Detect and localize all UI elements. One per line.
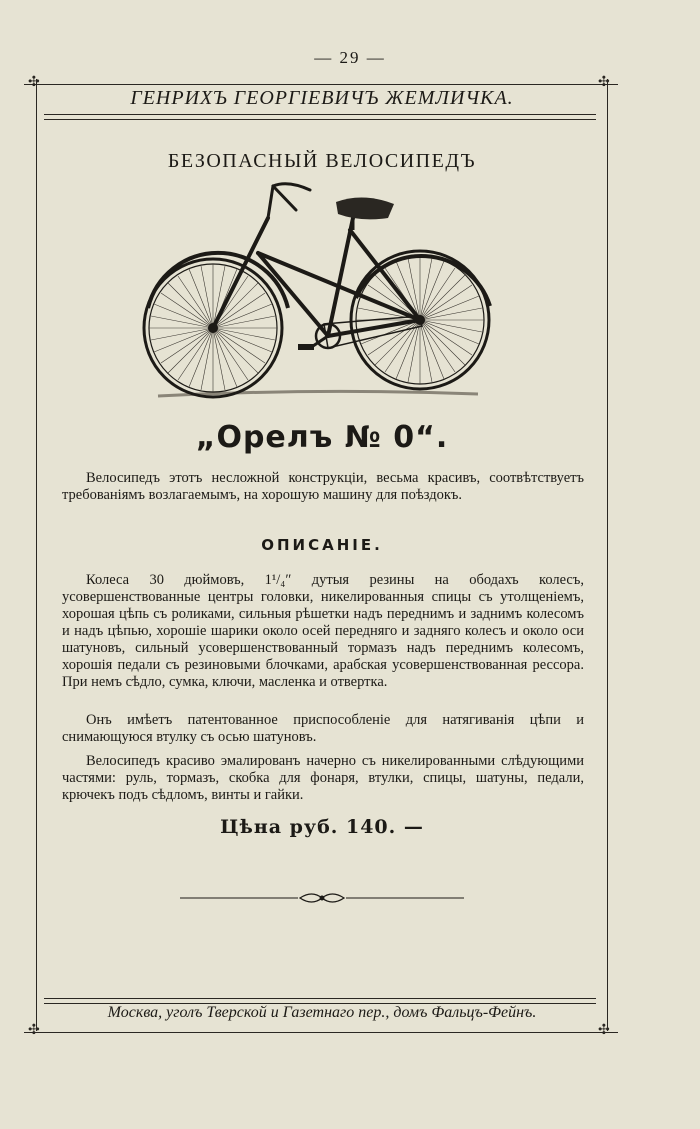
- price: Цѣна руб. 140. —: [220, 816, 424, 838]
- corner-ornament-icon: ✣: [28, 75, 40, 90]
- description-paragraph: Колеса 30 дюймовъ, 1¹/₄″ дутыя резины на ободахъ колесъ, усовершенствованные центры головки, никелированныя спицы съ утолщеніемъ, хорошая цѣпь съ роликами, сильныя рѣшетки надъ переднимъ и заднимъ колесомъ и надъ цѣпью, хорошіе шарики около осей передняго и задняго колесъ и около оси шатуновъ, сильный усовершенствованный тормазъ надъ переднимъ колесомъ, хорошія педали съ резиновыми блочками, арабская усовершенствованная рессора. При немъ сѣдло, сумка, ключи, масленка и отвертка.: [62, 572, 584, 690]
- product-heading: БЕЗОПАСНЫЙ ВЕЛОСИПЕДЪ: [167, 150, 477, 172]
- description-paragraph: Велосипедъ красиво эмалированъ начерно съ никелированными слѣдующими частями: руль, тормазъ, скобка для фонаря, втулки, спицы, шатуны, педали, крючекъ подъ сѣдломъ, винты и гайки.: [62, 753, 584, 803]
- top-border-line: [24, 84, 618, 85]
- description-paragraph: Онъ имѣетъ патентованное приспособленіе для натягиванія цѣпи и снимающуюся втулку съ осью шатуновъ.: [62, 712, 584, 745]
- header-rule: [44, 114, 596, 120]
- page-number: — 29 —: [314, 48, 386, 67]
- model-name: „Орелъ № 0“.: [195, 420, 449, 455]
- corner-ornament-icon: ✣: [28, 1023, 40, 1038]
- corner-ornament-icon: ✣: [598, 75, 610, 90]
- header-title: ГЕНРИХЪ ГЕОРГІЕВИЧЪ ЖЕМЛИЧКА.: [130, 87, 514, 109]
- description-heading: ОПИСАНІЕ.: [261, 536, 383, 554]
- bottom-border-line: [24, 1032, 618, 1033]
- bicycle-illustration: [138, 178, 498, 403]
- divider-ornament-icon: [180, 888, 464, 908]
- corner-ornament-icon: ✣: [598, 1023, 610, 1038]
- footer-address: Москва, уголъ Тверской и Газетнаго пер., домъ Фальцъ-Фейнъ.: [107, 1004, 537, 1021]
- intro-text: Велосипедъ этотъ несложной конструкціи, весьма красивъ, соотвѣтствуетъ требованіямъ возлагаемымъ, на хорошую машину для поѣздокъ.: [62, 470, 584, 503]
